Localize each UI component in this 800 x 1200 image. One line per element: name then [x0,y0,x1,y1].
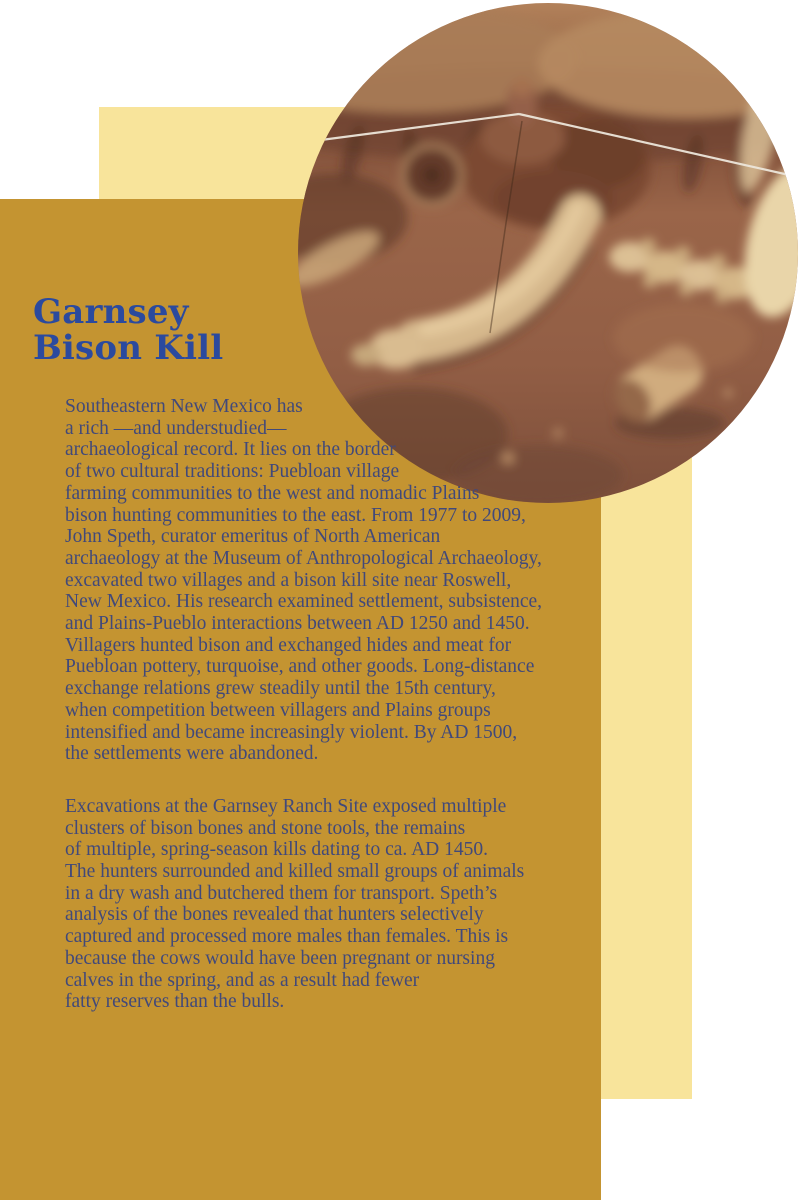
text-line: Southeastern New Mexico has [65,396,303,417]
text-line: the settlements were abandoned. [65,743,319,765]
text-line: and Plains-Pueblo interactions between AD 1250 and 1450. [65,613,530,635]
text-line: fatty reserves than the bulls. [65,991,285,1013]
text-line: archaeological record. It lies on the border [65,439,396,461]
text-line: farming communities to the west and nomadic Plains [65,482,480,504]
article-text [65,396,625,1013]
page-title [33,291,224,368]
text-line: Puebloan pottery, turquoise, and other goods. Long-distance [65,656,535,678]
text-line: Excavations at the Garnsey Ranch Site exposed multiple [65,795,507,817]
text-line: of two cultural traditions: Puebloan village [65,461,400,483]
text-line: archaeology at the Museum of Anthropological Archaeology, [65,547,542,569]
text-line: analysis of the bones revealed that hunters selectively [65,904,484,926]
text-line: John Speth, curator emeritus of North American [65,526,441,548]
text-line: excavated two villages and a bison kill site near Roswell, [65,569,512,591]
text-line: in a dry wash and butchered them for transport. Speth’s [65,882,498,904]
text-line: intensified and became increasingly violent. By AD 1500, [65,721,518,743]
text-line: clusters of bison bones and stone tools, the remains [65,817,466,839]
title-line-1: Garnsey [33,291,189,332]
text-line: calves in the spring, and as a result had fewer [65,969,420,991]
title-line-2: Bison Kill [33,327,224,368]
text-line: bison hunting communities to the east. From 1977 to 2009, [65,504,526,526]
text-line: Villagers hunted bison and exchanged hides and meat for [65,634,512,656]
text-line: The hunters surrounded and killed small groups of animals [65,861,525,883]
text-line: because the cows would have been pregnant or nursing [65,947,495,969]
text-line: when competition between villagers and Plains groups [65,699,491,721]
text-line: New Mexico. His research examined settlement, subsistence, [65,591,543,613]
body-paragraph-2 [65,796,625,1013]
text-line: captured and processed more males than females. This is [65,926,509,948]
text-line: a rich —and understudied— [65,417,287,439]
text-line: of multiple, spring-season kills dating to ca. AD 1450. [65,839,488,861]
text-line: exchange relations grew steadily until the 15th century, [65,678,496,700]
body-paragraph-1 [65,396,625,765]
